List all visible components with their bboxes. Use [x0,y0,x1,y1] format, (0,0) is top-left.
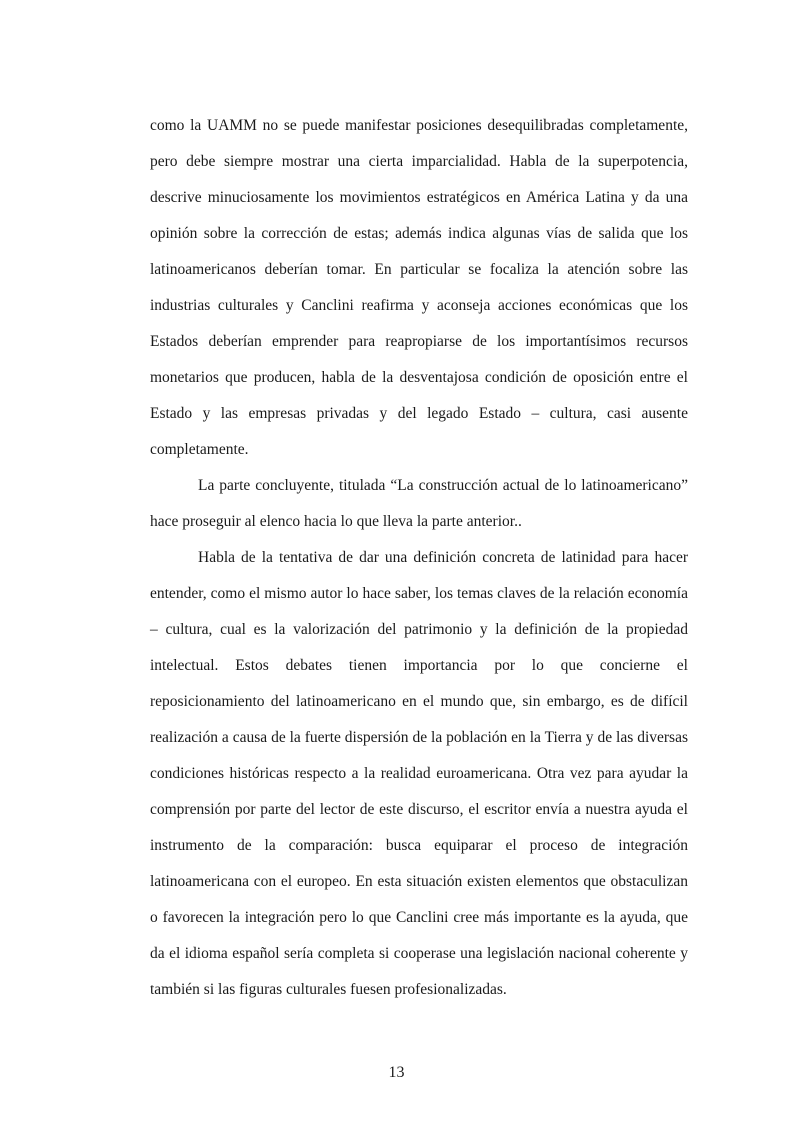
page-number: 13 [388,1064,405,1081]
body-text [150,108,688,1008]
paragraph-conclusion-part: La parte concluyente, titulada “La construcción actual de lo latinoamericano” hace proseguir al elenco hacia lo que lleva la parte anterior.. [150,477,688,530]
paragraph-continuation: como la UAMM no se puede manifestar posiciones desequilibradas completamente, pero debe siempre mostrar una cierta imparcialidad. Habla de la superpotencia, descrive minuciosamente los movimientos estratégicos en América Latina y da una opinión sobre la corrección de estas; además indica algunas vías de salida que los latinoamericanos deberían tomar. En particular se focaliza la atención sobre las industrias culturales y Canclini reafirma y aconseja acciones económicas que los Estados deberían emprender para reapropiarse de los importantísimos recursos monetarios que producen, habla de la desventajosa condición de oposición entre el Estado y las empresas privadas y del legado Estado – cultura, casi ausente completamente. [150,117,688,458]
paragraph-latinity-definition: Habla de la tentativa de dar una definición concreta de latinidad para hacer entender, como el mismo autor lo hace saber, los temas claves de la relación economía – cultura, cual es la valorización del patrimonio y la definición de la propiedad intelectual. Estos debates tienen importancia por lo que concierne el reposicionamiento del latinoamericano en el mundo que, sin embargo, es de difícil realización a causa de la fuerte dispersión de la población en la Tierra y de las diversas condiciones históricas respecto a la realidad euroamericana. Otra vez para ayudar la comprensión por parte del lector de este discurso, el escritor envía a nuestra ayuda el instrumento de la comparación: busca equiparar el proceso de integración latinoamericana con el europeo. En esta situación existen elementos que obstaculizan o favorecen la integración pero lo que Canclini cree más importante es la ayuda, que da el idioma español sería completa si cooperase una legislación nacional coherente y también si las figuras culturales fuesen profesionalizadas. [150,549,688,998]
